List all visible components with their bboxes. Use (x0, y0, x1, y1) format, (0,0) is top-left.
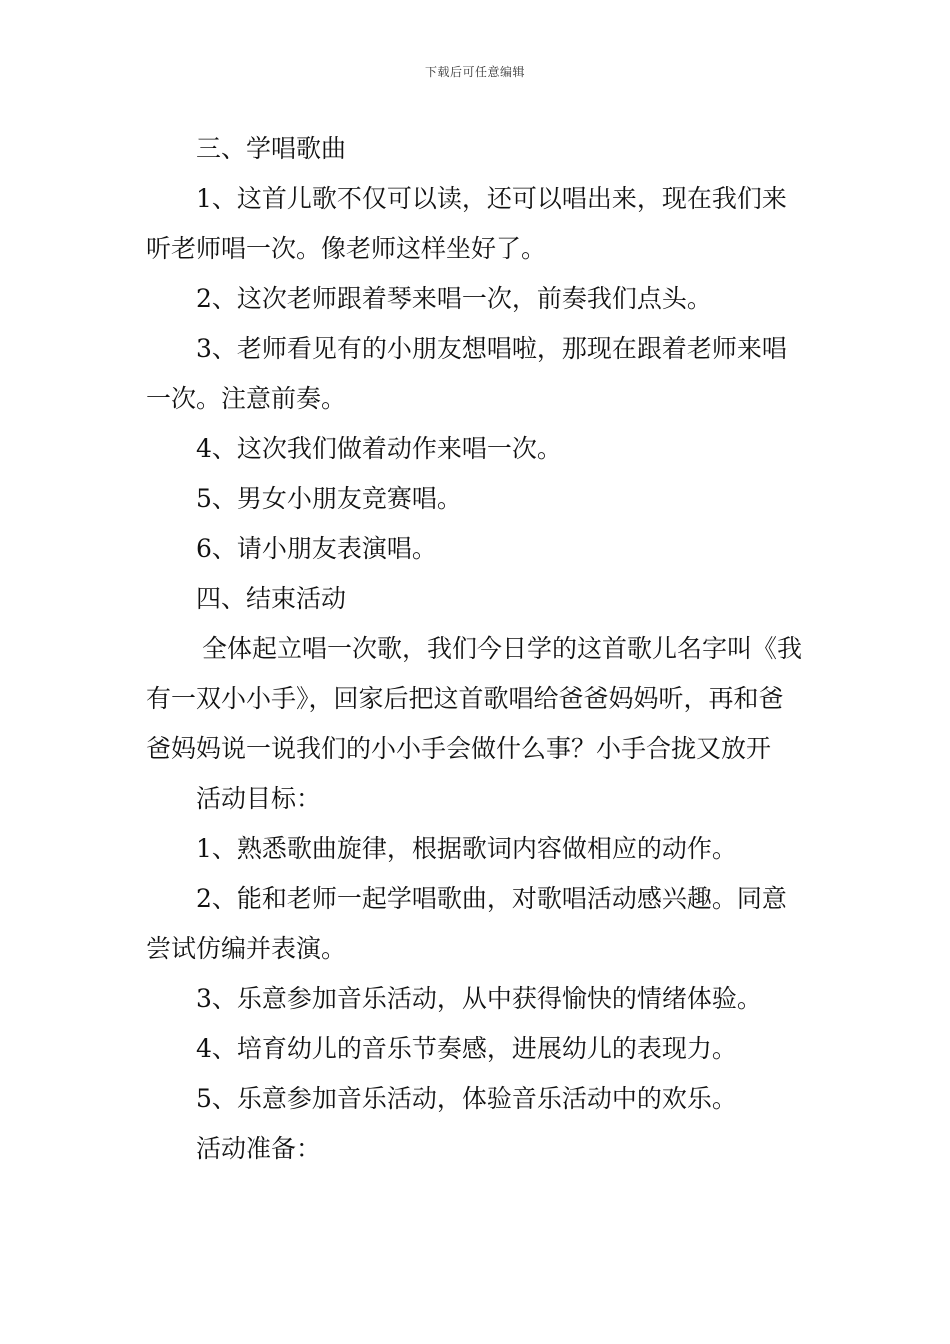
document-body (146, 124, 806, 1174)
page-header: 下载后可任意编辑 (424, 65, 525, 79)
paragraph-goal-3: 3、乐意参加音乐活动，从中获得愉快的情绪体验。 (196, 984, 762, 1013)
paragraph-goal-5: 5、乐意参加音乐活动，体验音乐活动中的欢乐。 (196, 1084, 737, 1113)
paragraph-step-1: 1、这首儿歌不仅可以读，还可以唱出来，现在我们来听老师唱一次。像老师这样坐好了。 (146, 184, 787, 263)
paragraph-step-5: 5、男女小朋友竞赛唱。 (196, 484, 462, 513)
section-heading-end-activity: 四、结束活动 (196, 584, 347, 613)
section-heading-activity-goals: 活动目标： (196, 784, 322, 813)
paragraph-step-3: 3、老师看见有的小朋友想唱啦，那现在跟着老师来唱一次。注意前奏。 (146, 334, 787, 413)
paragraph-step-2: 2、这次老师跟着琴来唱一次，前奏我们点头。 (196, 284, 712, 313)
paragraph-step-6: 6、请小朋友表演唱。 (196, 534, 437, 563)
section-heading-activity-prep: 活动准备： (196, 1134, 322, 1163)
paragraph-goal-2: 2、能和老师一起学唱歌曲，对歌唱活动感兴趣。同意尝试仿编并表演。 (146, 884, 787, 963)
section-heading-learn-song: 三、学唱歌曲 (196, 134, 347, 163)
paragraph-end-activity: 全体起立唱一次歌，我们今日学的这首歌儿名字叫《我有一双小小手》，回家后把这首歌唱给爸爸妈妈听，再和爸爸妈妈说一说我们的小小手会做什么事？小手合拢又放开 (146, 634, 803, 763)
paragraph-goal-1: 1、熟悉歌曲旋律，根据歌词内容做相应的动作。 (196, 834, 737, 863)
paragraph-goal-4: 4、培育幼儿的音乐节奏感，进展幼儿的表现力。 (196, 1034, 737, 1063)
paragraph-step-4: 4、这次我们做着动作来唱一次。 (196, 434, 562, 463)
